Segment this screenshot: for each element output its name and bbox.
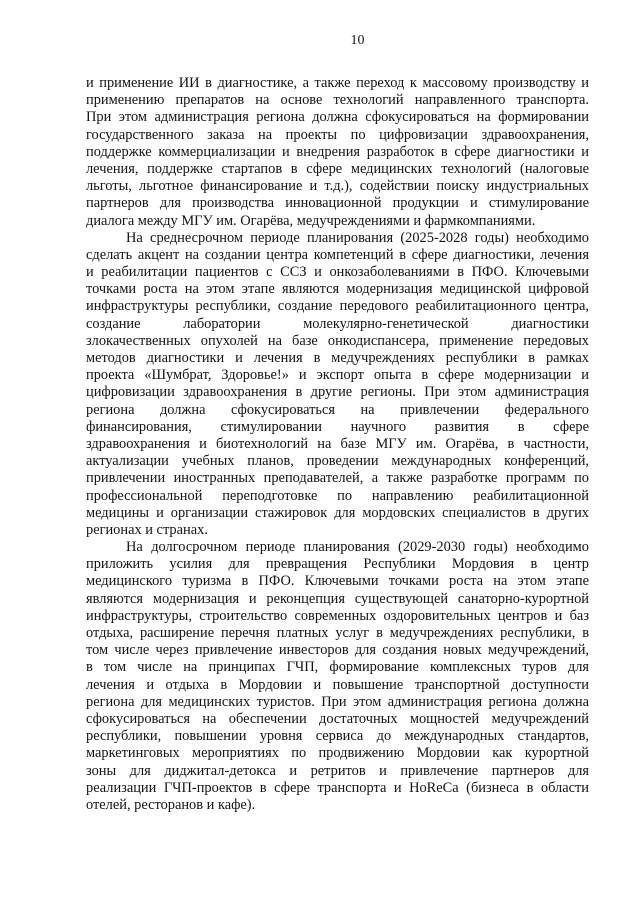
text-line: инфраструктуры республики, создание передового реабилитационного центра,: [86, 298, 589, 315]
text-line: точками роста на этом этапе являются модернизация медицинской цифровой: [86, 281, 589, 298]
text-line: поддержке коммерциализации и внедрения разработок в сфере диагностики и: [86, 143, 589, 160]
text-line: лечения, поддержке стартапов в сфере медицинских технологий (налоговые: [86, 160, 589, 177]
text-line: отелей, ресторанов и кафе).: [86, 796, 256, 813]
text-line: республики, повышении уровня сервиса до международных стандартов,: [86, 728, 589, 745]
text-line: реализации ГЧП-проектов в сфере транспорта и HoReCa (бизнеса в области: [86, 779, 589, 796]
text-line: государственного заказа на проекты по цифровизации здравоохранения,: [86, 126, 589, 143]
text-line: и реабилитации пациентов с ССЗ и онкозаболеваниями в ПФО. Ключевыми: [86, 264, 589, 281]
text-line: При этом администрация региона должна сфокусироваться на формировании: [86, 109, 589, 126]
text-line: являются модернизация и реконцепция существующей санаторно-курортной: [86, 590, 589, 607]
text-line: сфокусироваться на обеспечении достаточных мощностей медучреждений: [86, 710, 589, 727]
text-line: здравоохранения и биотехнологий на базе МГУ им. Огарёва, в частности,: [86, 435, 589, 452]
page-number: 10: [350, 33, 365, 48]
text-line: цифровизации здравоохранения в другие регионы. При этом администрация: [86, 384, 589, 401]
text-line: региона для медицинских туристов. При этом администрация региона должна: [86, 693, 589, 710]
text-line: лечения и отдыха в Мордовии и повышение транспортной доступности: [86, 676, 589, 693]
text-line: методов диагностики и лечения в медучреждениях республики в рамках: [86, 350, 589, 366]
text-line: создание лаборатории молекулярно-генетической диагностики: [86, 315, 589, 332]
text-line: партнеров для производства инновационной продукции и стимулирование: [86, 195, 589, 212]
text-line: злокачественных опухолей на базе онкодиспансера, применение передовых: [86, 332, 589, 349]
text-line: На среднесрочном периоде планирования (2025-2028 годы) необходимо: [126, 229, 589, 246]
text-line: льготы, льготное финансирование и т.д.), содействии поиску индустриальных: [86, 178, 589, 195]
text-line: региона должна сфокусироваться на привлечении федерального: [86, 401, 589, 418]
text-line: и применение ИИ в диагностике, а также переход к массовому производству и: [86, 75, 589, 91]
document-body: [86, 75, 589, 814]
text-line: в том числе на принципах ГЧП, формирование комплексных туров для: [86, 659, 589, 676]
paragraph: [86, 230, 589, 539]
text-line: маркетинговых мероприятиях по продвижению Мордовии как курортной: [86, 745, 589, 762]
text-line: На долгосрочном периоде планирования (2029-2030 годы) необходимо: [126, 539, 589, 556]
text-line: привлечении иностранных преподавателей, а также разработке программ по: [86, 470, 589, 487]
text-line: медицинского туризма в ПФО. Ключевыми точками роста на этом этапе: [86, 573, 589, 590]
text-line: диалога между МГУ им. Огарёва, медучреждениями и фармкомпаниями.: [86, 212, 536, 229]
paragraph: [86, 75, 589, 230]
text-line: том числе через привлечение инвесторов для создания новых медучреждений,: [86, 642, 589, 659]
text-line: медицины и организации стажировок для мордовских специалистов в других: [86, 504, 589, 521]
text-line: зоны для диджитал-детокса и ретритов и привлечение партнеров для: [86, 762, 589, 779]
text-line: регионах и странах.: [86, 521, 208, 538]
text-line: сделать акцент на создании центра компетенций в сфере диагностики, лечения: [86, 246, 589, 263]
text-line: приложить усилия для превращения Республики Мордовия в центр: [86, 556, 589, 573]
text-line: актуализации учебных планов, проведении международных конференций,: [86, 453, 589, 470]
text-line: отдыха, расширение перечня платных услуг в медучреждениях республики, в: [86, 625, 589, 641]
text-line: проекта «Шумбрат, Здоровье!» и экспорт опыта в сфере модернизации и: [86, 367, 589, 384]
text-line: профессиональной переподготовке по направлению реабилитационной: [86, 487, 589, 504]
text-line: финансирования, стимулировании научного развития в сфере: [86, 418, 589, 435]
text-line: инфраструктуры, строительство современных оздоровительных центров и баз: [86, 607, 589, 624]
paragraph: [86, 539, 589, 814]
text-line: применению препаратов на основе технологий направленного транспорта.: [86, 92, 589, 109]
